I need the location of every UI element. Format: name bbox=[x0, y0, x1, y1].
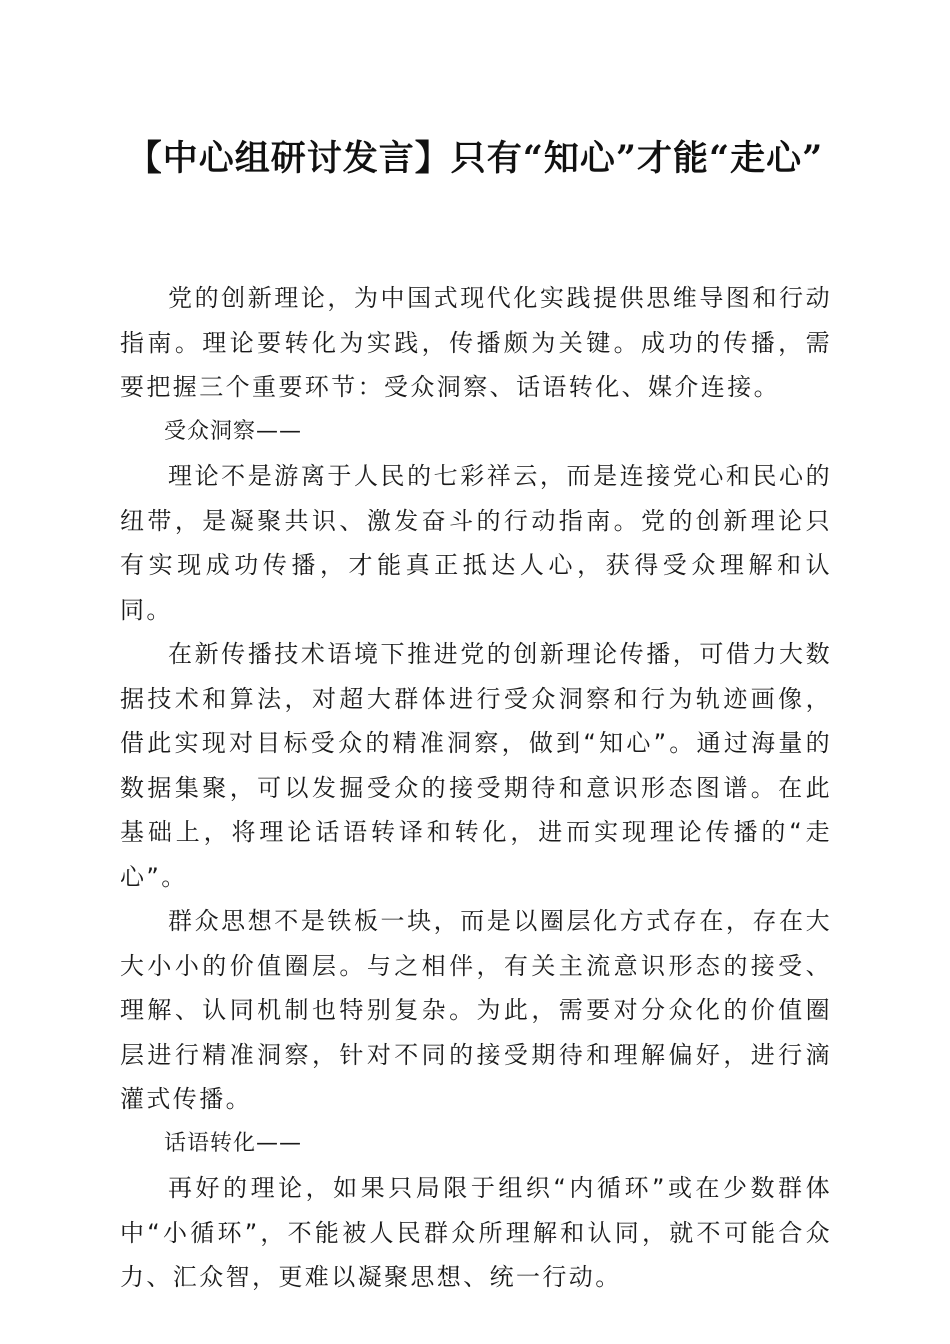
document-title: 【中心组研讨发言】只有“知心”才能“走心” bbox=[126, 138, 824, 179]
paragraph: 再好的理论，如果只局限于组织“内循环”或在少数群体中“小循环”，不能被人民群众所理解和认同，就不可能合众力、汇众智，更难以凝聚思想、统一行动。 bbox=[120, 1174, 832, 1291]
paragraph: 理论不是游离于人民的七彩祥云，而是连接党心和民心的纽带，是凝聚共识、激发奋斗的行动指南。党的创新理论只有实现成功传播，才能真正抵达人心，获得受众理解和认同。 bbox=[120, 462, 832, 624]
paragraph: 群众思想不是铁板一块，而是以圈层化方式存在，存在大大小小的价值圈层。与之相伴，有关主流意识形态的接受、理解、认同机制也特别复杂。为此，需要对分众化的价值圈层进行精准洞察，针对不同的接受期待和理解偏好，进行滴灌式传播。 bbox=[120, 907, 832, 1113]
document-body bbox=[120, 276, 832, 1300]
paragraph: 在新传播技术语境下推进党的创新理论传播，可借力大数据技术和算法，对超大群体进行受众洞察和行为轨迹画像，借此实现对目标受众的精准洞察，做到“知心”。通过海量的数据集聚，可以发掘受众的接受期待和意识形态图谱。在此基础上，将理论话语转译和转化，进而实现理论传播的“走心”。 bbox=[120, 640, 832, 891]
paragraph-intro: 党的创新理论，为中国式现代化实践提供思维导图和行动指南。理论要转化为实践，传播颇为关键。成功的传播，需要把握三个重要环节：受众洞察、话语转化、媒介连接。 bbox=[120, 284, 832, 401]
section-heading-audience-insight: 受众洞察—— bbox=[164, 418, 303, 444]
section-heading-discourse-transformation: 话语转化—— bbox=[164, 1130, 303, 1156]
